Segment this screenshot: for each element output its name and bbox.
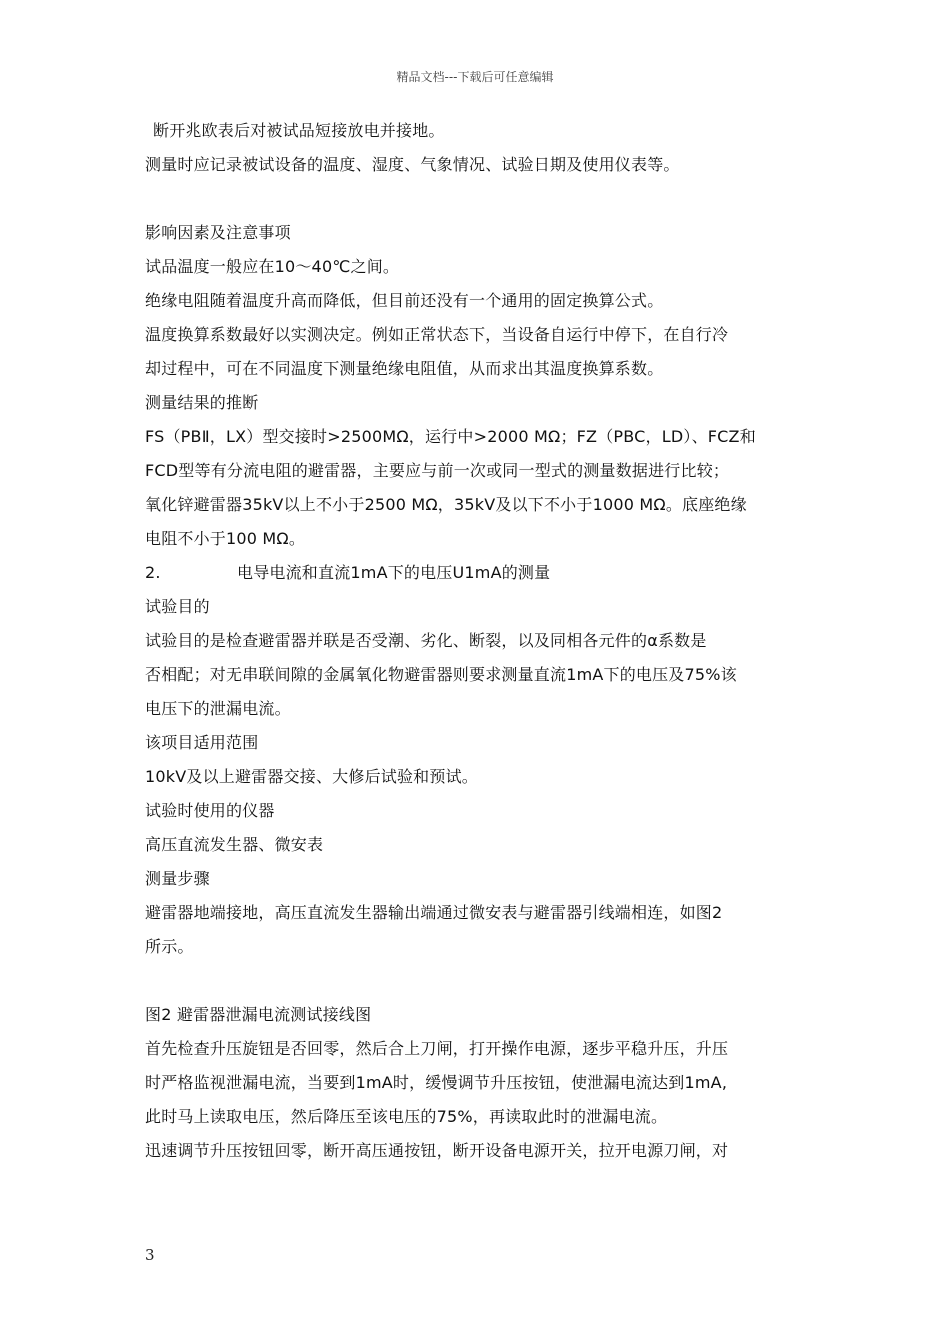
paragraph-line: 否相配；对无串联间隙的金属氧化物避雷器则要求测量直流1mA下的电压及75%该: [145, 665, 737, 684]
blank-line: [145, 182, 815, 216]
paragraph-line: 试品温度一般应在10～40℃之间。: [145, 257, 400, 276]
section-heading: 试验目的: [145, 597, 210, 616]
paragraph-line: 试验目的是检查避雷器并联是否受潮、劣化、断裂，以及同相各元件的α系数是: [145, 631, 707, 650]
numbered-section-heading: [145, 556, 815, 590]
paragraph-line: 高压直流发生器、微安表: [145, 835, 324, 854]
blank-line: [145, 964, 815, 998]
paragraph-line: 所示。: [145, 937, 194, 956]
section-title: 电导电流和直流1mA下的电压U1mA的测量: [237, 563, 551, 582]
paragraph-line: 温度换算系数最好以实测决定。例如正常状态下，当设备自运行中停下，在自行冷: [145, 325, 729, 344]
paragraph-line: 测量时应记录被试设备的温度、湿度、气象情况、试验日期及使用仪表等。: [145, 155, 680, 174]
document-body: [145, 114, 815, 1168]
section-heading: 影响因素及注意事项: [145, 223, 291, 242]
page-number: 3: [145, 1246, 155, 1264]
figure-caption: 图2 避雷器泄漏电流测试接线图: [145, 1005, 372, 1024]
paragraph-line: 时严格监视泄漏电流，当要到1mA时，缓慢调节升压按钮，使泄漏电流达到1mA,: [145, 1073, 728, 1092]
section-number: 2.: [145, 563, 161, 582]
section-heading: 测量步骤: [145, 869, 210, 888]
paragraph-line: 绝缘电阻随着温度升高而降低，但目前还没有一个通用的固定换算公式。: [145, 291, 664, 310]
page-header: 精品文档---下载后可任意编辑: [396, 70, 554, 84]
section-heading: 该项目适用范围: [145, 733, 259, 752]
section-heading: 试验时使用的仪器: [145, 801, 275, 820]
paragraph-line: 氧化锌避雷器35kV以上不小于2500 MΩ，35kV及以下不小于1000 MΩ。底座绝缘: [145, 495, 747, 514]
paragraph-line: FS（PBⅡ，LX）型交接时>2500MΩ，运行中>2000 MΩ；FZ（PBC，LD）、FCZ和: [145, 427, 756, 446]
paragraph-line: 电压下的泄漏电流。: [145, 699, 291, 718]
paragraph-line: 此时马上读取电压，然后降压至该电压的75%，再读取此时的泄漏电流。: [145, 1107, 668, 1126]
paragraph-line: 迅速调节升压按钮回零，断开高压通按钮，断开设备电源开关，拉开电源刀闸，对: [145, 1141, 729, 1160]
paragraph-line: 10kV及以上避雷器交接、大修后试验和预试。: [145, 767, 478, 786]
paragraph-line: FCD型等有分流电阻的避雷器，主要应与前一次或同一型式的测量数据进行比较；: [145, 461, 730, 480]
section-heading: 测量结果的推断: [145, 393, 259, 412]
paragraph-line: 电阻不小于100 MΩ。: [145, 529, 306, 548]
paragraph-line: 却过程中，可在不同温度下测量绝缘电阻值，从而求出其温度换算系数。: [145, 359, 664, 378]
paragraph-line: 避雷器地端接地，高压直流发生器输出端通过微安表与避雷器引线端相连，如图2: [145, 903, 723, 922]
paragraph-line: 断开兆欧表后对被试品短接放电并接地。: [153, 121, 445, 140]
paragraph-line: 首先检查升压旋钮是否回零，然后合上刀闸，打开操作电源，逐步平稳升压，升压: [145, 1039, 729, 1058]
